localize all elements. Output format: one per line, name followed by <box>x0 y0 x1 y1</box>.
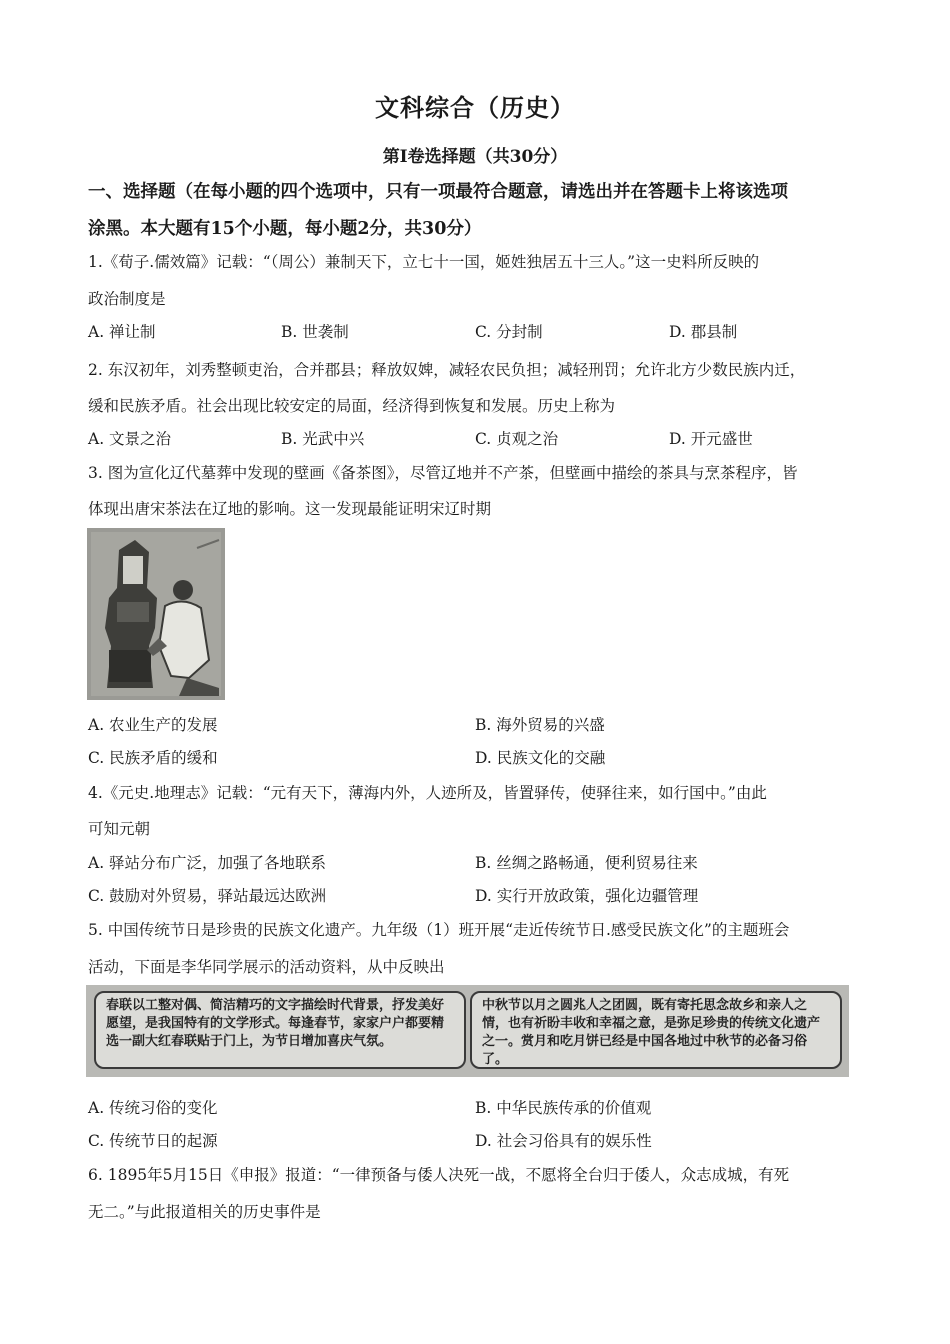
instruction-line-1: 一、选择题（在每小题的四个选项中，只有一项最符合题意，请选出并在答题卡上将该选项 <box>88 182 788 202</box>
question-3-option-b: B. 海外贸易的兴盛 <box>475 716 605 734</box>
question-5-option-c: C. 传统节日的起源 <box>88 1132 218 1150</box>
tea-mural-image <box>87 528 225 700</box>
question-1-option-a: A. 禅让制 <box>88 323 156 341</box>
question-4-option-a: A. 驿站分布广泛，加强了各地联系 <box>88 854 327 872</box>
question-3-option-c: C. 民族矛盾的缓和 <box>88 749 218 767</box>
question-5-option-a: A. 传统习俗的变化 <box>88 1099 218 1117</box>
section-subtitle: 第Ⅰ卷选择题（共30分） <box>382 147 568 167</box>
question-4-line-1: 4.《元史.地理志》记载：“元有天下，薄海内外，人迹所及，皆置驿传，使驿往来，如行国中。”由此 <box>88 784 767 802</box>
question-2-option-a: A. 文景之治 <box>88 430 172 448</box>
question-2-line-1: 2. 东汉初年，刘秀整顿吏治，合并郡县；释放奴婢，减轻农民负担；减轻刑罚；允许北方少数民族内迁， <box>88 361 806 379</box>
question-5-line-1: 5. 中国传统节日是珍贵的民族文化遗产。九年级（1）班开展“走近传统节日.感受民族文化”的主题班会 <box>88 921 790 939</box>
spring-couplets-panel: 春联以工整对偶、简洁精巧的文字描绘时代背景，抒发美好愿望，是我国特有的文学形式。每逢春节，家家户户都要精选一副大红春联贴于门上，为节日增加喜庆气氛。 <box>94 991 466 1069</box>
question-3-option-d: D. 民族文化的交融 <box>475 749 606 767</box>
question-1-line-1: 1.《荀子.儒效篇》记载：“（周公）兼制天下，立七十一国，姬姓独居五十三人。”这一史料所反映的 <box>88 253 760 271</box>
instruction-line-2: 涂黑。本大题有15个小题，每小题2分，共30分） <box>88 219 482 239</box>
question-6-line-2: 无二。”与此报道相关的历史事件是 <box>88 1203 321 1221</box>
question-3-option-a: A. 农业生产的发展 <box>88 716 218 734</box>
question-5-line-2: 活动，下面是李华同学展示的活动资料，从中反映出 <box>88 958 445 976</box>
festival-materials-image <box>86 985 849 1077</box>
question-4-option-d: D. 实行开放政策，强化边疆管理 <box>475 887 699 905</box>
question-4-option-c: C. 鼓励对外贸易，驿站最远达欧洲 <box>88 887 327 905</box>
question-1-option-c: C. 分封制 <box>475 323 543 341</box>
question-5-option-d: D. 社会习俗具有的娱乐性 <box>475 1132 652 1150</box>
question-1-line-2: 政治制度是 <box>88 290 166 308</box>
question-1-option-b: B. 世袭制 <box>281 323 349 341</box>
question-3-line-2: 体现出唐宋茶法在辽地的影响。这一发现最能证明宋辽时期 <box>88 500 492 518</box>
question-1-option-d: D. 郡县制 <box>669 323 738 341</box>
mid-autumn-panel: 中秋节以月之圆兆人之团圆，既有寄托思念故乡和亲人之情，也有祈盼丰收和幸福之意，是弥足珍贵的传统文化遗产之一。赏月和吃月饼已经是中国各地过中秋节的必备习俗了。 <box>470 991 842 1069</box>
question-2-line-2: 缓和民族矛盾。社会出现比较安定的局面，经济得到恢复和发展。历史上称为 <box>88 397 616 415</box>
question-3-line-1: 3. 图为宣化辽代墓葬中发现的壁画《备茶图》，尽管辽地并不产茶，但壁画中描绘的茶具与烹茶程序，皆 <box>88 464 798 482</box>
question-2-option-d: D. 开元盛世 <box>669 430 753 448</box>
question-2-option-b: B. 光武中兴 <box>281 430 365 448</box>
question-4-option-b: B. 丝绸之路畅通，便利贸易往来 <box>475 854 698 872</box>
question-6-line-1: 6. 1895年5月15日《申报》报道：“一律预备与倭人决死一战，不愿将全台归于倭人，众志成城，有死 <box>88 1166 790 1184</box>
page-title: 文科综合（历史） <box>375 93 575 122</box>
tea-mural-illustration <box>87 528 225 700</box>
question-5-option-b: B. 中华民族传承的价值观 <box>475 1099 652 1117</box>
question-4-line-2: 可知元朝 <box>88 820 151 838</box>
question-2-option-c: C. 贞观之治 <box>475 430 559 448</box>
